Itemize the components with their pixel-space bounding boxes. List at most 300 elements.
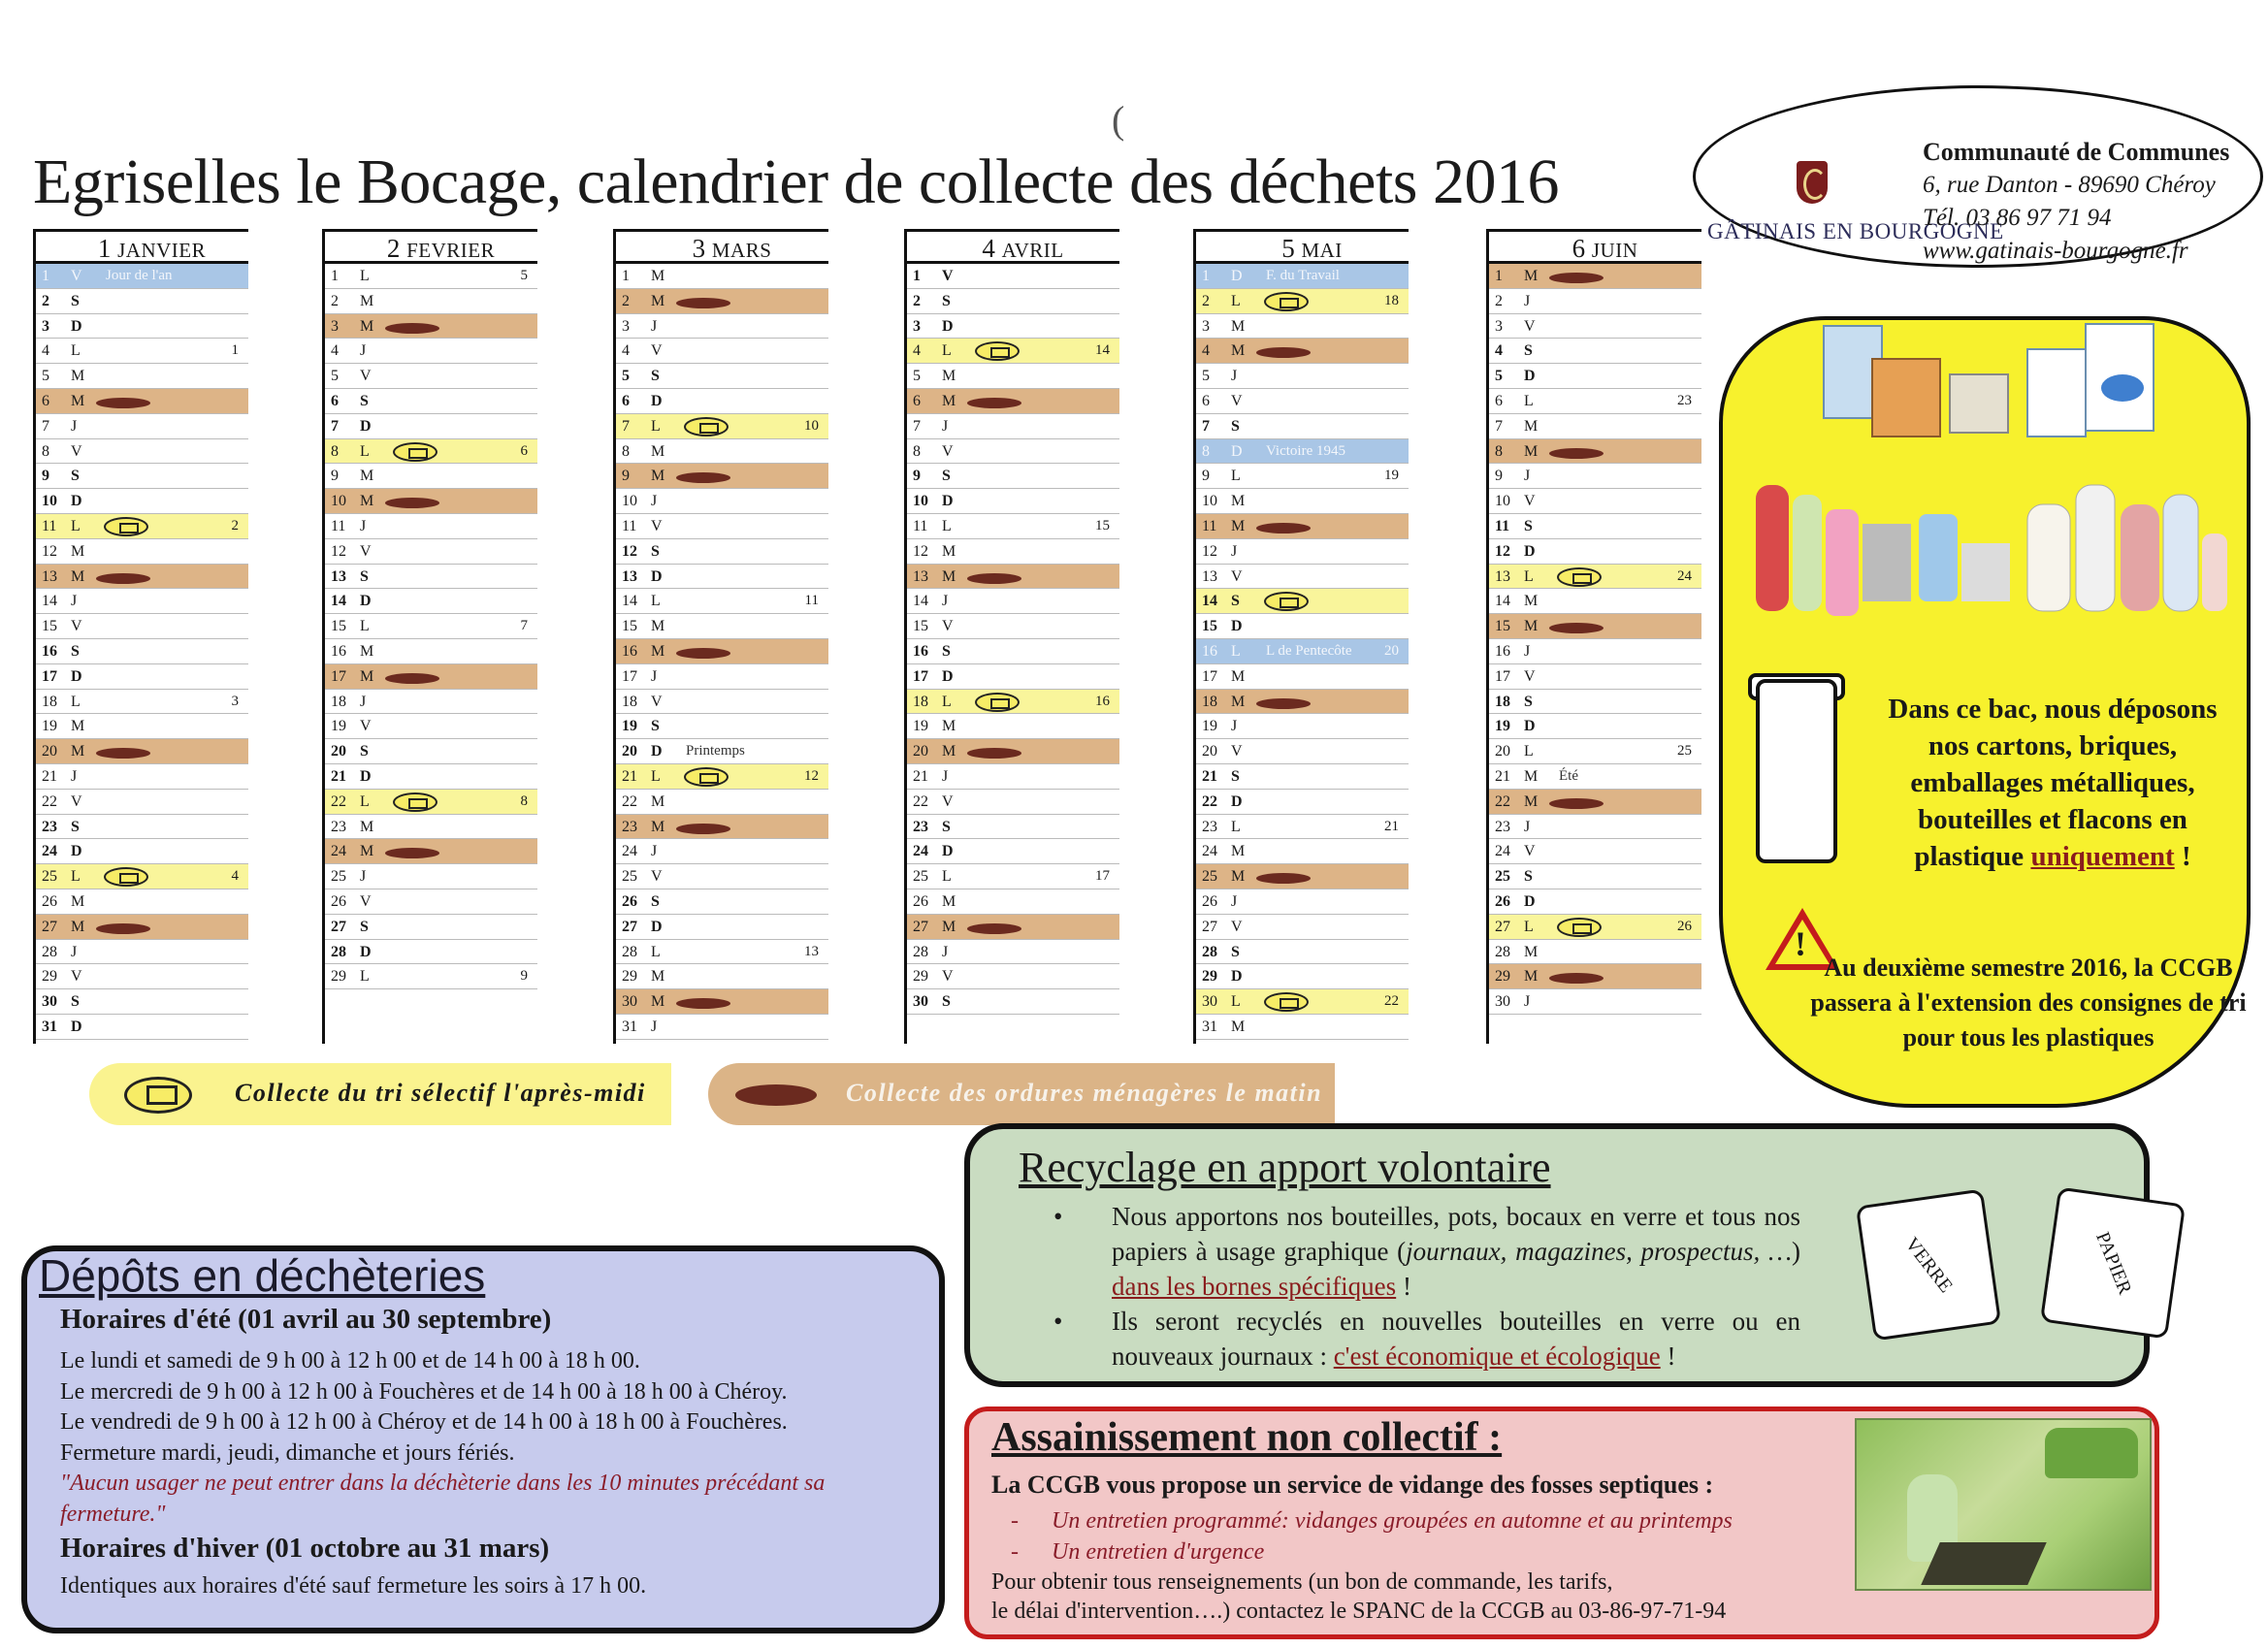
day-row xyxy=(325,864,537,889)
month-header xyxy=(616,229,828,264)
week-number: 1 xyxy=(231,342,239,359)
day-row xyxy=(616,614,828,639)
day-row xyxy=(616,589,828,614)
day-number: 29 xyxy=(913,968,928,986)
logo-name: GÂTINAIS EN BOURGOGNE xyxy=(1707,219,2004,243)
day-letter: V xyxy=(71,792,82,810)
assainissement-title: Assainissement non collectif : xyxy=(991,1415,1503,1460)
day-row xyxy=(1489,739,1701,764)
day-number: 10 xyxy=(1495,493,1510,510)
day-letter: M xyxy=(360,667,374,685)
day-row xyxy=(1196,1015,1409,1040)
day-letter: L xyxy=(1524,743,1534,760)
day-row xyxy=(36,539,248,565)
day-row xyxy=(616,339,828,364)
day-letter: S xyxy=(360,392,369,409)
day-letter: M xyxy=(651,818,665,835)
day-letter: V xyxy=(71,268,82,284)
day-row xyxy=(616,314,828,340)
month-name: JANVIER xyxy=(117,239,207,262)
day-number: 23 xyxy=(1202,818,1217,835)
day-letter: V xyxy=(360,542,372,560)
day-number: 7 xyxy=(1202,417,1210,435)
day-number: 20 xyxy=(331,743,346,760)
day-number: 2 xyxy=(331,292,339,309)
day-number: 2 xyxy=(913,292,921,309)
day-number: 17 xyxy=(1495,667,1510,685)
day-letter: M xyxy=(71,392,85,409)
day-letter: M xyxy=(360,493,374,510)
day-letter: M xyxy=(1524,968,1539,986)
day-number: 15 xyxy=(1495,618,1510,635)
trash-bag-icon xyxy=(1256,698,1311,709)
day-number: 24 xyxy=(331,843,346,860)
day-row xyxy=(1196,264,1409,289)
winter-hours-heading: Horaires d'hiver (01 octobre au 31 mars) xyxy=(60,1533,550,1564)
day-row xyxy=(1489,389,1701,414)
day-row xyxy=(36,489,248,514)
contact-line: Pour obtenir tous renseignements (un bon de commande, les tarifs, xyxy=(991,1569,1613,1595)
day-number: 14 xyxy=(1202,593,1217,610)
day-number: 9 xyxy=(622,468,630,485)
day-letter: L xyxy=(71,517,81,534)
trash-bag-icon xyxy=(96,923,150,934)
day-number: 23 xyxy=(42,818,57,835)
summer-hours-line: Le vendredi de 9 h 00 à 12 h 00 à Chéroy et de 14 h 00 à 18 h 00 à Fouchères. xyxy=(60,1409,788,1435)
day-row xyxy=(1489,439,1701,465)
day-row xyxy=(36,264,248,289)
day-row xyxy=(907,539,1119,565)
day-row xyxy=(907,489,1119,514)
day-row xyxy=(325,364,537,389)
month-column xyxy=(33,229,248,1044)
day-row xyxy=(907,639,1119,664)
day-row xyxy=(36,739,248,764)
day-letter: J xyxy=(1524,292,1531,309)
day-note: Été xyxy=(1559,767,1578,784)
week-number: 25 xyxy=(1677,743,1692,760)
day-number: 9 xyxy=(331,468,339,485)
day-number: 25 xyxy=(331,868,346,886)
day-row xyxy=(36,565,248,590)
day-row xyxy=(325,714,537,739)
day-number: 24 xyxy=(42,843,57,860)
day-letter: J xyxy=(1231,892,1238,910)
day-letter: J xyxy=(71,943,78,960)
day-row xyxy=(616,889,828,915)
day-letter: L xyxy=(942,693,952,710)
assainissement-contact xyxy=(991,1568,1726,1626)
bullet-text: Nous apportons nos bouteilles, pots, bocaux en verre et tous nos papiers à usage graphique ( xyxy=(1112,1202,1800,1266)
day-letter: M xyxy=(360,468,374,485)
day-letter: L xyxy=(942,517,952,534)
day-row xyxy=(1489,464,1701,489)
day-number: 26 xyxy=(331,892,346,910)
day-number: 26 xyxy=(1202,892,1217,910)
day-number: 25 xyxy=(1202,868,1217,886)
day-row xyxy=(616,964,828,989)
day-row xyxy=(1196,790,1409,815)
day-row xyxy=(616,414,828,439)
day-number: 16 xyxy=(622,642,637,660)
day-number: 15 xyxy=(622,618,637,635)
day-letter: L xyxy=(360,792,370,810)
day-number: 12 xyxy=(1202,542,1217,560)
day-number: 4 xyxy=(42,342,49,360)
day-row xyxy=(36,714,248,739)
day-letter: L xyxy=(651,767,661,785)
day-row xyxy=(907,514,1119,539)
day-number: 21 xyxy=(913,767,928,785)
day-number: 27 xyxy=(913,918,928,935)
day-letter: M xyxy=(71,542,85,560)
day-row xyxy=(36,514,248,539)
day-number: 19 xyxy=(42,718,57,735)
day-number: 27 xyxy=(42,918,57,935)
day-number: 3 xyxy=(1202,317,1210,335)
day-row xyxy=(1489,264,1701,289)
day-row xyxy=(1196,514,1409,539)
day-row xyxy=(616,989,828,1015)
month-number: 4 xyxy=(982,234,995,263)
assainissement-list xyxy=(1009,1505,1733,1568)
day-row xyxy=(1489,790,1701,815)
day-number: 28 xyxy=(42,943,57,960)
month-number: 2 xyxy=(386,234,401,263)
day-letter: D xyxy=(651,392,663,409)
day-number: 31 xyxy=(1202,1018,1217,1035)
day-number: 6 xyxy=(622,392,630,409)
trash-bag-icon xyxy=(967,398,1021,408)
day-number: 16 xyxy=(1202,642,1217,660)
day-letter: J xyxy=(942,767,949,785)
day-letter: J xyxy=(1524,993,1531,1011)
day-row xyxy=(1196,439,1409,465)
month-column xyxy=(1486,229,1701,1044)
day-letter: L xyxy=(651,593,661,610)
summer-hours-list xyxy=(60,1346,788,1469)
day-row xyxy=(1196,839,1409,864)
day-row xyxy=(907,664,1119,690)
week-number: 10 xyxy=(804,417,819,434)
day-letter: L xyxy=(360,618,370,635)
day-letter: D xyxy=(360,943,372,960)
day-number: 9 xyxy=(913,468,921,485)
day-row xyxy=(325,915,537,940)
day-row xyxy=(616,864,828,889)
month-name: FEVRIER xyxy=(406,239,496,262)
week-number: 7 xyxy=(520,618,528,634)
bullet-emphasis: journaux, magazines, prospectus, … xyxy=(1406,1237,1792,1266)
day-letter: S xyxy=(71,642,80,660)
decheteries-title: Dépôts en déchèteries xyxy=(39,1250,486,1301)
day-row xyxy=(1489,964,1701,989)
week-number: 8 xyxy=(520,792,528,809)
day-letter: J xyxy=(651,1018,658,1035)
org-name: Communauté de Communes xyxy=(1923,138,2230,166)
day-letter: J xyxy=(360,517,367,534)
day-row xyxy=(907,790,1119,815)
day-letter: S xyxy=(942,642,951,660)
trash-bag-icon xyxy=(1256,347,1311,358)
day-number: 9 xyxy=(1495,468,1503,485)
day-letter: M xyxy=(1231,493,1246,510)
day-row xyxy=(1196,915,1409,940)
day-letter: M xyxy=(942,368,956,385)
day-row xyxy=(36,364,248,389)
day-row xyxy=(325,664,537,690)
day-number: 8 xyxy=(1202,442,1210,460)
day-row xyxy=(1489,565,1701,590)
day-number: 19 xyxy=(331,718,346,735)
week-number: 19 xyxy=(1384,468,1399,484)
day-note: Victoire 1945 xyxy=(1266,442,1345,459)
legend-om-label: Collecte des ordures ménagères le matin xyxy=(846,1079,1323,1107)
day-letter: S xyxy=(651,542,660,560)
day-letter: J xyxy=(1231,368,1238,385)
day-letter: S xyxy=(1524,342,1533,360)
summer-hours-line: Le lundi et samedi de 9 h 00 à 12 h 00 et de 14 h 00 à 18 h 00. xyxy=(60,1348,640,1374)
warning-exclamation-icon: ! xyxy=(1795,924,1806,963)
day-number: 1 xyxy=(1202,268,1210,284)
day-letter: V xyxy=(1231,918,1243,935)
day-row xyxy=(616,364,828,389)
day-letter: S xyxy=(942,468,951,485)
day-number: 18 xyxy=(331,693,346,710)
week-number: 2 xyxy=(231,517,239,534)
day-number: 15 xyxy=(331,618,346,635)
day-row xyxy=(907,915,1119,940)
day-letter: S xyxy=(1231,417,1240,435)
org-website[interactable]: www.gatinais-bourgogne.fr xyxy=(1923,238,2188,264)
day-letter: D xyxy=(360,593,372,610)
day-number: 13 xyxy=(331,567,346,585)
day-letter: J xyxy=(71,593,78,610)
legend-tri-label: Collecte du tri sélectif l'après-midi xyxy=(235,1079,646,1107)
day-letter: D xyxy=(1524,368,1536,385)
day-row xyxy=(616,389,828,414)
day-number: 6 xyxy=(913,392,921,409)
day-row xyxy=(36,664,248,690)
day-letter: M xyxy=(360,818,374,835)
month-header xyxy=(36,229,248,264)
day-letter: J xyxy=(942,943,949,960)
day-letter: J xyxy=(360,342,367,360)
day-number: 28 xyxy=(331,943,346,960)
day-row xyxy=(1489,539,1701,565)
week-number: 22 xyxy=(1384,993,1399,1010)
day-row xyxy=(1196,539,1409,565)
day-letter: M xyxy=(942,743,956,760)
day-letter: S xyxy=(71,468,80,485)
day-number: 4 xyxy=(622,342,630,360)
month-number: 3 xyxy=(692,234,706,263)
day-letter: S xyxy=(360,743,369,760)
bullet-underlined: c'est économique et écologique xyxy=(1333,1342,1661,1371)
day-number: 21 xyxy=(331,767,346,785)
month-header xyxy=(1489,229,1701,264)
day-letter: D xyxy=(651,918,663,935)
tri-text-line: nos cartons, briques, xyxy=(1928,730,2178,761)
day-row xyxy=(907,264,1119,289)
day-letter: M xyxy=(1524,943,1539,960)
day-letter: D xyxy=(71,843,82,860)
day-row xyxy=(325,739,537,764)
day-row xyxy=(36,790,248,815)
day-number: 26 xyxy=(42,892,57,910)
day-letter: M xyxy=(1231,317,1246,335)
day-row xyxy=(1489,364,1701,389)
day-letter: V xyxy=(71,618,82,635)
day-letter: M xyxy=(651,468,665,485)
day-number: 21 xyxy=(42,767,57,785)
day-number: 2 xyxy=(1202,292,1210,309)
day-number: 4 xyxy=(913,342,921,360)
day-number: 15 xyxy=(42,618,57,635)
day-number: 1 xyxy=(42,268,49,284)
day-row xyxy=(36,439,248,465)
day-row xyxy=(616,940,828,965)
tri-text-line: emballages métalliques, xyxy=(1910,767,2195,798)
day-letter: L xyxy=(71,693,81,710)
day-letter: D xyxy=(1231,618,1243,635)
day-letter: D xyxy=(71,317,82,335)
day-row xyxy=(36,414,248,439)
day-row xyxy=(1489,514,1701,539)
day-number: 26 xyxy=(622,892,637,910)
day-number: 1 xyxy=(622,268,630,284)
recyclage-bullet xyxy=(1053,1199,1800,1304)
week-number: 16 xyxy=(1095,693,1110,709)
week-number: 9 xyxy=(520,968,528,985)
day-number: 10 xyxy=(42,493,57,510)
day-number: 31 xyxy=(42,1018,57,1035)
day-number: 8 xyxy=(913,442,921,460)
week-number: 6 xyxy=(520,442,528,459)
day-number: 22 xyxy=(331,792,346,810)
day-letter: J xyxy=(360,868,367,886)
trash-bag-icon xyxy=(385,323,439,334)
tri-bin-icon xyxy=(1557,567,1602,587)
day-letter: L xyxy=(1524,567,1534,585)
week-number: 14 xyxy=(1095,342,1110,359)
day-letter: L xyxy=(1231,993,1241,1011)
day-number: 11 xyxy=(1495,517,1510,534)
day-row xyxy=(325,614,537,639)
day-number: 16 xyxy=(1495,642,1510,660)
week-number: 24 xyxy=(1677,567,1692,584)
day-letter: M xyxy=(1524,417,1539,435)
day-row xyxy=(907,314,1119,340)
day-letter: D xyxy=(651,567,663,585)
day-letter: J xyxy=(942,417,949,435)
day-row xyxy=(616,514,828,539)
tri-text-part: ! xyxy=(2174,841,2191,872)
contact-line: le délai d'intervention….) contactez le SPANC de la CCGB au 03-86-97-71-94 xyxy=(991,1599,1727,1624)
day-number: 14 xyxy=(331,593,346,610)
day-letter: M xyxy=(651,442,665,460)
day-number: 17 xyxy=(331,667,346,685)
day-number: 18 xyxy=(1495,693,1510,710)
day-number: 17 xyxy=(913,667,928,685)
day-row xyxy=(325,264,537,289)
week-number: 21 xyxy=(1384,818,1399,834)
day-letter: L xyxy=(942,868,952,886)
day-letter: V xyxy=(651,517,663,534)
decorative-mark: ( xyxy=(1112,98,1125,142)
trash-bag-icon xyxy=(676,648,730,659)
tri-text-line xyxy=(1853,838,2252,875)
day-row xyxy=(616,790,828,815)
day-number: 30 xyxy=(1495,993,1510,1011)
day-number: 1 xyxy=(1495,268,1503,284)
day-letter: L xyxy=(360,442,370,460)
tanker-truck-icon xyxy=(2045,1428,2138,1478)
glass-container-label: VERRE xyxy=(1900,1233,1958,1297)
day-number: 18 xyxy=(913,693,928,710)
day-letter: L xyxy=(360,268,370,284)
day-row xyxy=(1196,714,1409,739)
day-number: 24 xyxy=(622,843,637,860)
day-number: 17 xyxy=(1202,667,1217,685)
day-row xyxy=(1489,614,1701,639)
day-letter: M xyxy=(360,642,374,660)
day-letter: M xyxy=(1231,517,1246,534)
assainissement-item: - Un entretien d'urgence xyxy=(1009,1536,1733,1568)
day-row xyxy=(36,339,248,364)
day-row xyxy=(1196,314,1409,340)
day-row xyxy=(1489,889,1701,915)
week-number: 26 xyxy=(1677,918,1692,934)
day-letter: L xyxy=(360,968,370,986)
day-letter: M xyxy=(1524,792,1539,810)
day-number: 30 xyxy=(622,993,637,1011)
month-number: 6 xyxy=(1571,234,1586,263)
day-row xyxy=(1489,339,1701,364)
day-letter: L xyxy=(1524,392,1534,409)
bullet-text: Ils seront recyclés en nouvelles bouteilles en verre ou en nouveaux journaux : xyxy=(1112,1307,1800,1371)
day-row xyxy=(36,614,248,639)
day-letter: S xyxy=(942,818,951,835)
org-address: 6, rue Danton - 89690 Chéroy xyxy=(1923,172,2216,198)
day-letter: M xyxy=(71,743,85,760)
day-number: 19 xyxy=(1202,718,1217,735)
day-row xyxy=(1196,989,1409,1015)
week-number: 4 xyxy=(231,868,239,885)
day-row xyxy=(907,714,1119,739)
month-column xyxy=(613,229,828,1044)
month-number: 1 xyxy=(97,234,112,263)
day-letter: D xyxy=(1231,442,1243,460)
bullet-text: ! xyxy=(1396,1272,1411,1301)
trash-bag-icon xyxy=(967,573,1021,584)
day-number: 21 xyxy=(1495,767,1510,785)
day-letter: L xyxy=(651,417,661,435)
day-letter: M xyxy=(942,892,956,910)
week-number: 23 xyxy=(1677,392,1692,408)
tri-bin-icon xyxy=(124,1077,192,1114)
day-row xyxy=(907,815,1119,840)
day-number: 20 xyxy=(622,743,637,760)
day-row xyxy=(616,664,828,690)
day-number: 27 xyxy=(331,918,346,935)
day-number: 11 xyxy=(331,517,346,534)
day-number: 1 xyxy=(331,268,339,284)
week-number: 15 xyxy=(1095,517,1110,534)
day-row xyxy=(325,839,537,864)
day-row xyxy=(1489,690,1701,715)
day-row xyxy=(1196,664,1409,690)
